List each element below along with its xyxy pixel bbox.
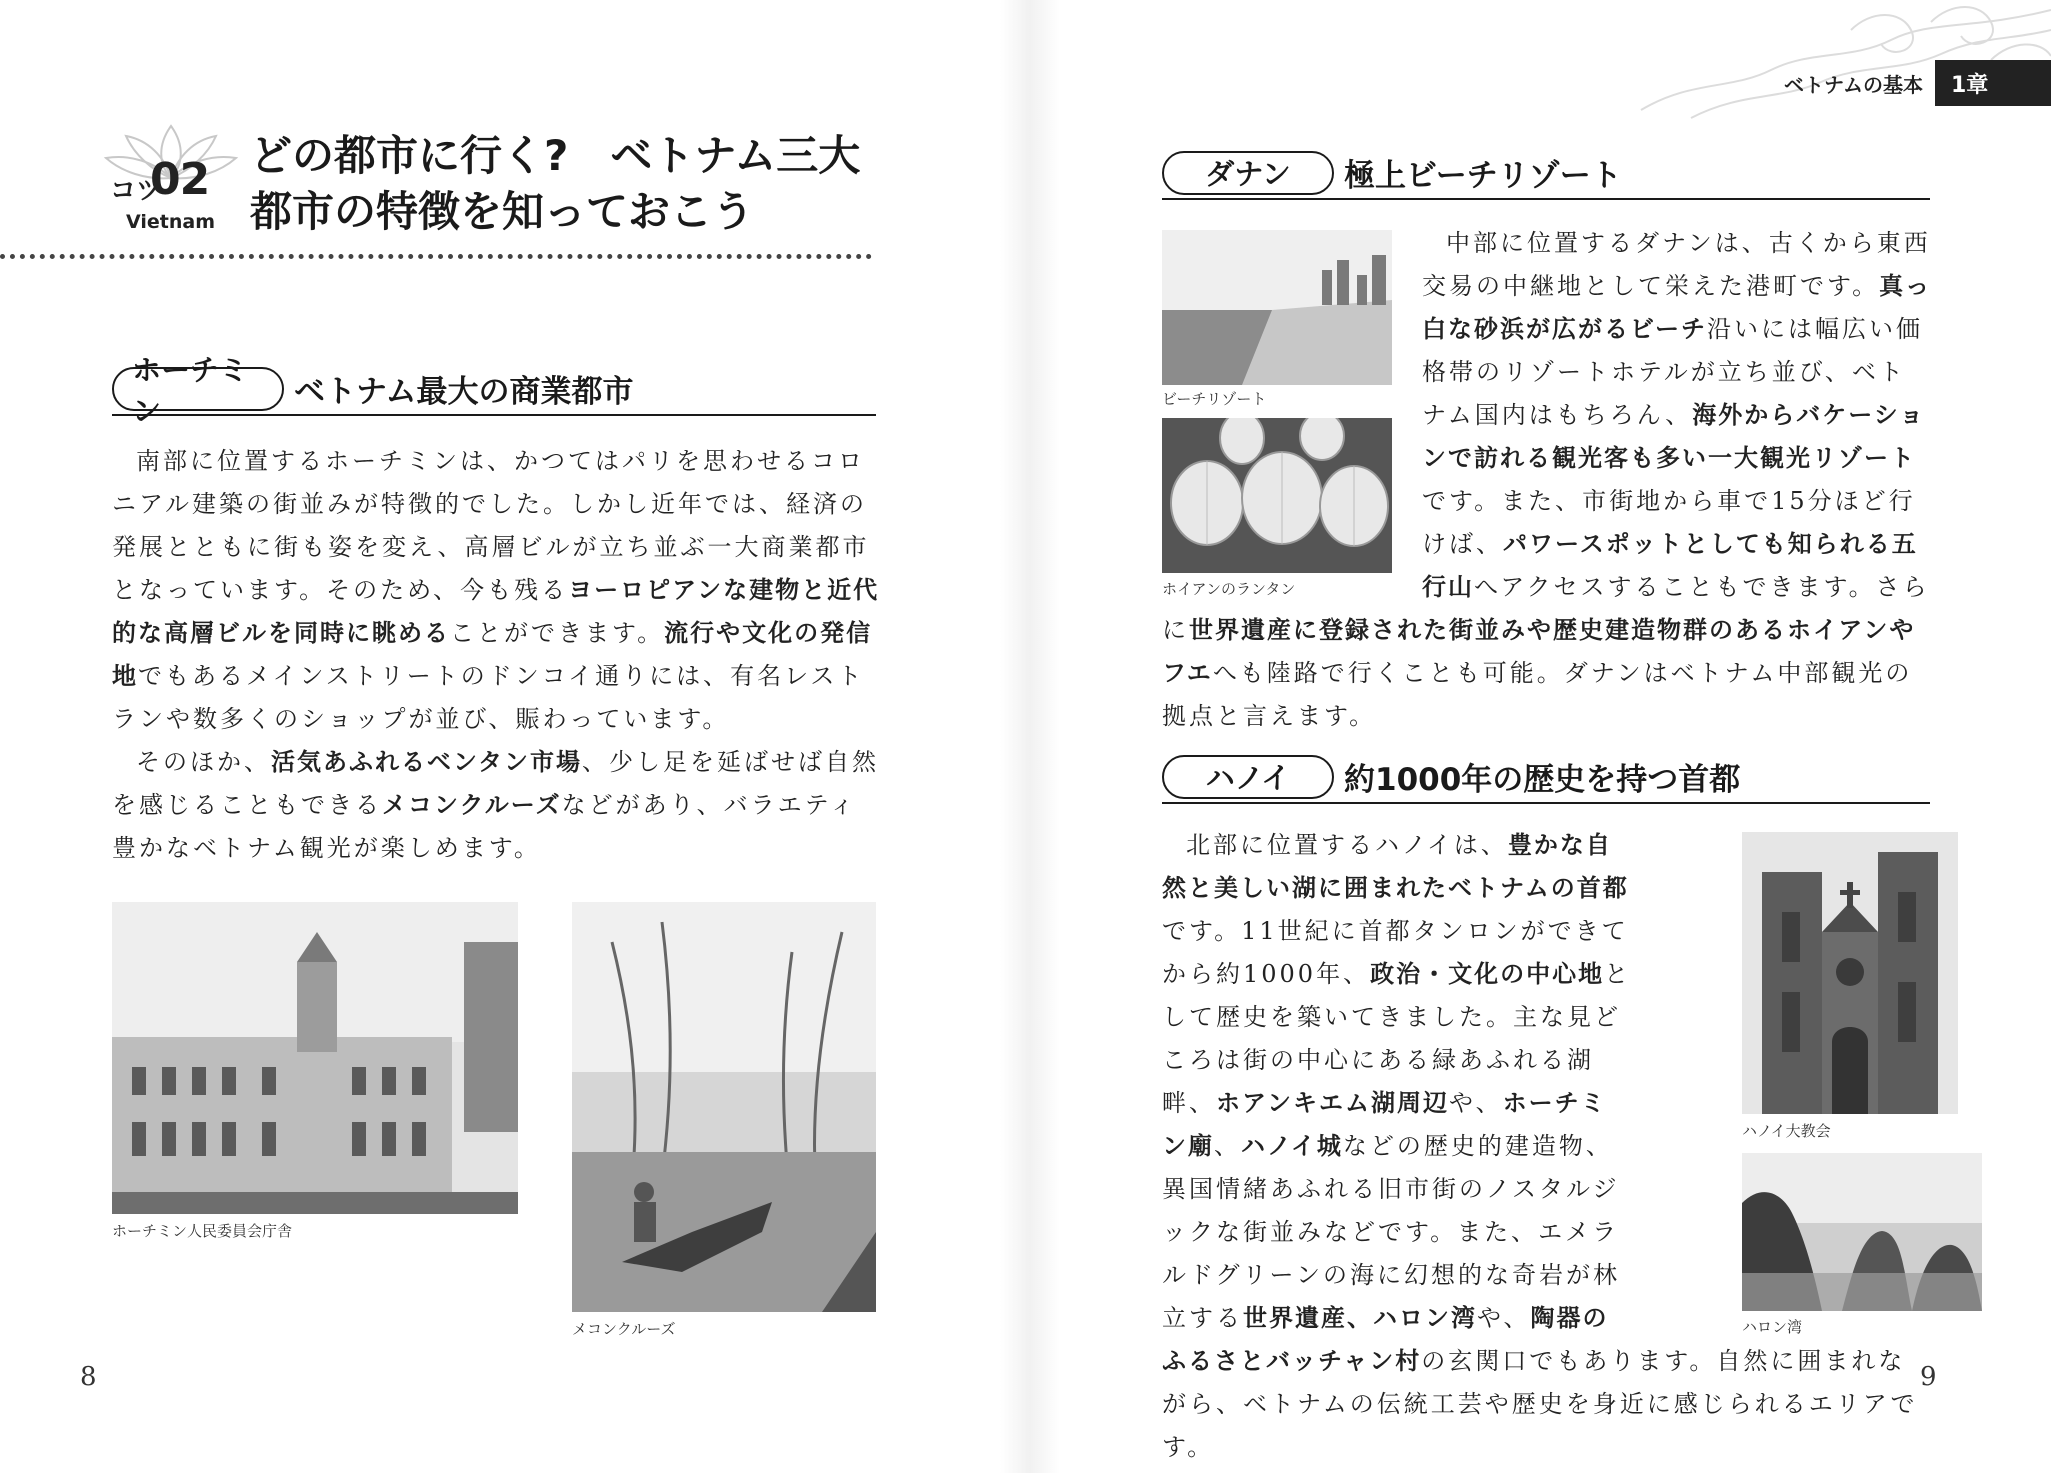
section-pill: ホーチミン xyxy=(112,367,284,411)
bold-run: 豊かな自然と美しい湖に囲まれたベトナムの首都 xyxy=(1162,831,1629,902)
section-title: 約1000年の歴史を持つ首都 xyxy=(1344,762,1741,798)
section-pill: ダナン xyxy=(1162,151,1334,195)
caption-city-hall: ホーチミン人民委員会庁舎 xyxy=(112,1222,293,1240)
text-run: 中部に位置するダナンは、古くから東西交易の中継地として栄えた港町です。 xyxy=(1422,229,1931,300)
section-pill: ハノイ xyxy=(1162,755,1334,799)
chapter-number: 1章 xyxy=(1935,60,2051,106)
bold-run: 世界遺産、ハロン湾 xyxy=(1243,1304,1477,1332)
caption-mekong: メコンクルーズ xyxy=(572,1320,676,1338)
paragraph xyxy=(112,741,880,870)
kotsu-badge xyxy=(96,118,246,238)
kotsu-label: コツ xyxy=(110,176,163,206)
bold-run: パワースポットとしても知られる五行山 xyxy=(1422,530,1918,601)
text-run: として歴史を築いてきました。主な見どころは街の中心にある緑あふれる湖畔、 xyxy=(1162,960,1632,1117)
bold-run: メコンクルーズ xyxy=(382,791,562,819)
text-run: です。11世紀に首都タンロンができてから約1000年、 xyxy=(1162,917,1629,988)
caption-beach-resort: ビーチリゾート xyxy=(1162,390,1267,408)
dotted-divider xyxy=(0,254,872,259)
bold-run: 陶器のふるさとバッチャン村 xyxy=(1162,1304,1609,1375)
caption-lanterns: ホイアンのランタン xyxy=(1162,580,1296,598)
chapter-label: ベトナムの基本 xyxy=(1784,72,1923,97)
right-page xyxy=(1060,0,2051,1473)
body-text-hcmc xyxy=(112,440,880,870)
section-title: 極上ビーチリゾート xyxy=(1344,158,1622,194)
body-text-hanoi xyxy=(1162,824,1932,1469)
text-run: ことができます。 xyxy=(450,619,665,647)
book-gutter xyxy=(1000,0,1060,1473)
title-line-1: どの都市に行く? ベトナム三大 xyxy=(250,131,861,180)
section-heading-hcmc xyxy=(112,352,634,428)
title-line-2: 都市の特徴を知っておこう xyxy=(250,187,755,236)
section-rule xyxy=(1162,802,1930,804)
body-text-danang xyxy=(1162,222,1932,738)
image-float-spacer xyxy=(1162,222,1422,594)
image-float-spacer xyxy=(1632,824,1932,1334)
chapter-tab xyxy=(1784,60,2051,106)
bold-run: 政治・文化の中心地 xyxy=(1370,960,1605,988)
text-run: 南部に位置するホーチミンは、かつてはパリを思わせるコロニアル建築の街並みが特徴的でした。しかし近年では、経済の発展とともに街も姿を変え、高層ビルが立ち並ぶ一大商業都市となっています。そのため、今も残る xyxy=(112,447,870,604)
text-run: へアクセスすることもできます。さらに xyxy=(1162,573,1930,644)
text-run: の玄関口でもあります。自然に囲まれながら、ベトナムの伝統工芸や歴史を身近に感じられるエリアです。 xyxy=(1162,1347,1918,1461)
section-rule xyxy=(1162,198,1930,200)
bold-run: ハノイ城 xyxy=(1241,1132,1343,1160)
page-number-left: 8 xyxy=(80,1362,97,1392)
section-title: ベトナム最大の商業都市 xyxy=(294,374,634,410)
kotsu-sub: Vietnam xyxy=(126,211,215,233)
photo-city-hall xyxy=(112,902,518,1214)
page-number-right: 9 xyxy=(1920,1362,1937,1392)
text-run: 、少し足を延ばせば自然を感じることもできる xyxy=(112,748,880,819)
text-run: などの歴史的建造物、異国情緒あふれる旧市街のノスタルジックな街並みなどです。また、エメラルドグリーンの海に幻想的な奇岩が林立する xyxy=(1162,1132,1621,1332)
text-run: 、 xyxy=(1214,1132,1241,1160)
text-run: でもあるメインストリートのドンコイ通りには、有名レストランや数多くのショップが並び、賑わっています。 xyxy=(112,662,865,733)
bold-run: ホーチミン廟 xyxy=(1162,1089,1607,1160)
bold-run: 真っ白な砂浜が広がるビーチ xyxy=(1422,272,1932,343)
text-run: 沿いには幅広い価格帯のリゾートホテルが立ち並び、ベトナム国内はもちろん、 xyxy=(1422,315,1924,429)
bold-run: ホアンキエム湖周辺 xyxy=(1216,1089,1450,1117)
bold-run: 世界遺産に登録された街並みや歴史建造物群のあるホイアンやフエ xyxy=(1162,616,1916,687)
section-heading-danang xyxy=(1162,150,1622,195)
caption-halong-bay: ハロン湾 xyxy=(1742,1318,1803,1336)
text-run: 北部に位置するハノイは、 xyxy=(1186,831,1508,859)
bold-run: 流行や文化の発信地 xyxy=(112,619,873,690)
text-run: などがあり、バラエティ豊かなベトナム観光が楽しめます。 xyxy=(112,791,857,862)
text-run: や、 xyxy=(1477,1304,1531,1332)
text-run: です。また、市街地から車で15分ほど行けば、 xyxy=(1422,487,1916,558)
paragraph xyxy=(112,440,880,741)
bold-run: 活気あふれるベンタン市場 xyxy=(271,748,583,776)
text-run: そのほか、 xyxy=(136,748,271,776)
caption-cathedral: ハノイ大教会 xyxy=(1742,1122,1831,1140)
bold-run: 海外からバケーションで訪れる観光客も多い一大観光リゾート xyxy=(1422,401,1926,472)
page-title xyxy=(250,128,860,240)
text-run: へも陸路で行くことも可能。ダナンはベトナム中部観光の拠点と言えます。 xyxy=(1162,659,1913,730)
bold-run: ヨーロピアンな建物と近代的な高層ビルを同時に眺める xyxy=(112,576,880,647)
text-run: や、 xyxy=(1449,1089,1503,1117)
left-page xyxy=(0,0,1000,1473)
kotsu-number: 02 xyxy=(150,154,210,205)
section-heading-hanoi xyxy=(1162,754,1740,799)
photo-mekong xyxy=(572,902,876,1312)
section-rule xyxy=(112,414,876,416)
